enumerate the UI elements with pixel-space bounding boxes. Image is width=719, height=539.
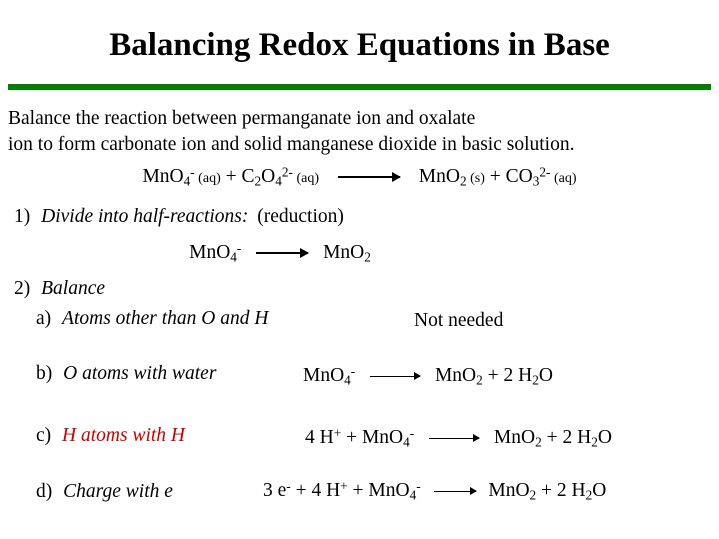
step-2c-equation-right: MnO$_2$ + 2 $H_2O$ [493, 426, 612, 450]
step-2c-label: H atoms with H [62, 425, 186, 446]
step-2c [36, 425, 185, 447]
step-1-equation [0, 240, 560, 265]
step-2b [36, 363, 216, 385]
step-1-note: (reduction) [257, 206, 344, 227]
step-2d-equation [263, 478, 606, 503]
step-1-equation-left: MnO$_4$- [189, 240, 242, 265]
page-title: Balancing Redox Equations in Base [109, 27, 610, 63]
step-2b-letter: b) [36, 363, 53, 384]
step-2d-equation-right: MnO$_2$ + 2 $H_2O$ [488, 479, 607, 503]
step-2b-equation-right: MnO$_2$ + 2 $H_2O$ [434, 364, 553, 388]
title-divider [8, 84, 711, 90]
step-2d-label: Charge with e [63, 481, 173, 502]
step-2 [14, 278, 105, 300]
reaction-arrow-icon [429, 433, 479, 443]
main-equation-products: MnO$_2$ $(s) + CO_3^{2-}$ (aq) [418, 164, 577, 189]
step-2d-letter: d) [36, 481, 53, 502]
step-1-equation-right: MnO$_2$ [323, 241, 371, 265]
reaction-arrow-icon [338, 172, 400, 182]
main-equation-reactants: MnO$_4$- $(aq) + C_2O_4^{2-}$ (aq) [142, 164, 320, 189]
reaction-arrow-icon [370, 371, 420, 381]
reaction-arrow-icon [256, 248, 308, 258]
problem-statement-line1: Balance the reaction between permanganate ion and oxalate [8, 108, 476, 129]
problem-statement-line2: ion to form carbonate ion and solid manganese dioxide in basic solution. [8, 134, 575, 155]
step-2d [36, 481, 173, 503]
step-2-label: Balance [41, 278, 106, 299]
main-equation [0, 164, 719, 189]
step-2c-equation-left: 4 H+ + MnO$_4$- [305, 425, 415, 450]
problem-statement [8, 106, 714, 158]
step-2a-letter: a) [36, 308, 52, 329]
step-2b-label: O atoms with water [63, 363, 217, 384]
step-2c-equation [305, 425, 612, 450]
step-2d-equation-left: 3 e- + 4 H+ + MnO$_4$- [263, 478, 421, 503]
reaction-arrow-icon [434, 486, 476, 496]
step-1-number: 1) [14, 206, 31, 227]
step-2a [36, 308, 268, 330]
step-2-number: 2) [14, 278, 31, 299]
step-2b-equation [303, 363, 553, 388]
step-1-label: Divide into half-reactions: [41, 206, 249, 227]
step-2c-letter: c) [36, 425, 52, 446]
step-1 [14, 206, 344, 228]
step-2a-note: Not needed [414, 310, 504, 331]
step-2a-label: Atoms other than O and H [62, 308, 269, 329]
step-2b-equation-left: MnO$_4$- [303, 363, 356, 388]
